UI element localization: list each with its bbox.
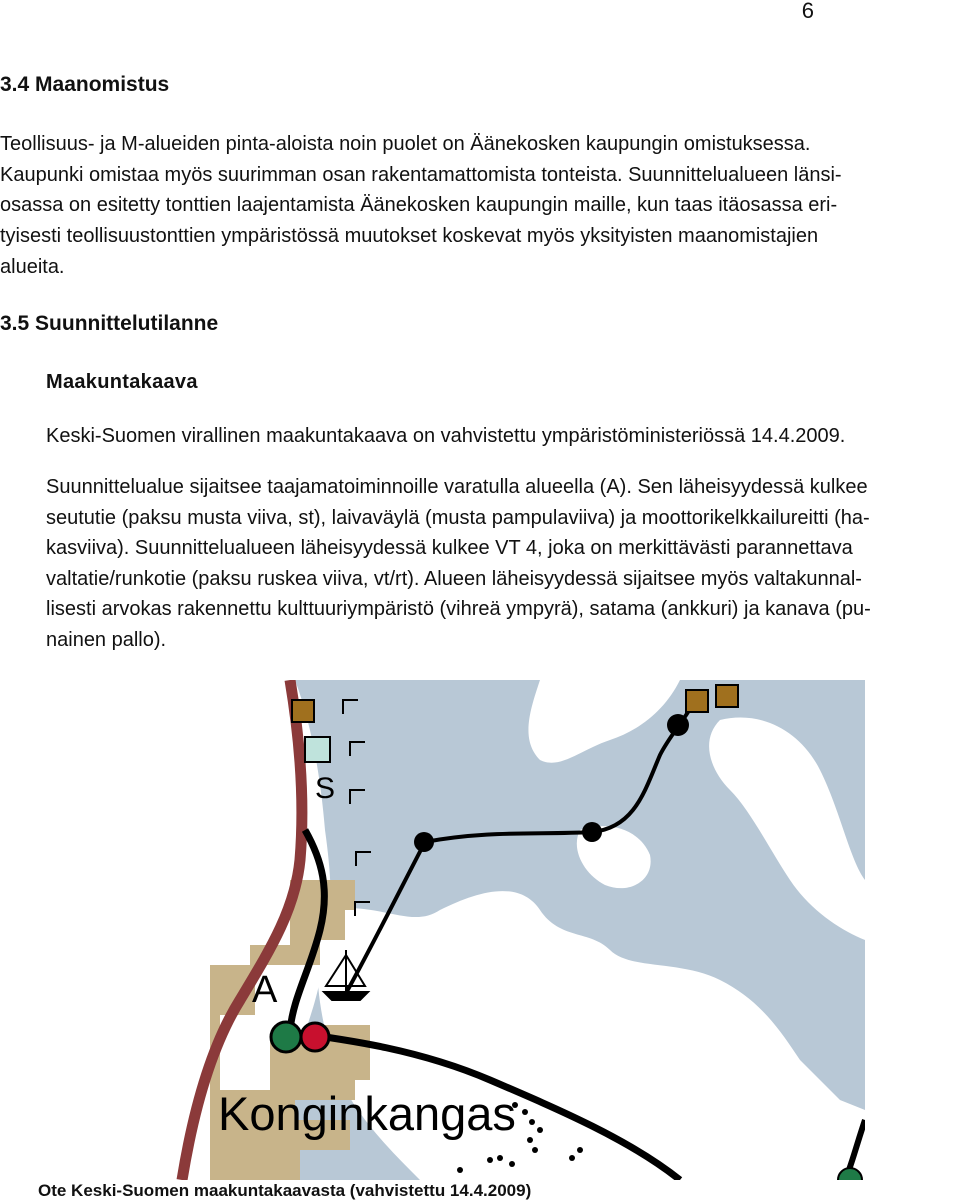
text-line: Suunnittelualue sijaitsee taajamatoiminnoille varatulla alueella (A). Sen läheisyydessä kulkee [46,476,868,498]
small-square-light [305,737,330,762]
canal-ball [301,1023,329,1051]
map-label-a: A [252,969,278,1011]
section-heading-suunnittelutilanne: 3.5 Suunnittelutilanne [0,312,219,335]
text-line: nainen pallo). [46,628,167,651]
small-square [686,690,708,712]
text-line: tyisesti teollisuustonttien ympäristössä muutokset koskevat myös yksityisten maanomistajien [0,225,819,248]
regional-plan-map [160,680,865,1180]
text-line: valtatie/runkotie (paksu ruskea viiva, vt/rt). Alueen läheisyydessä sijaitsee myös valtakunnal- [46,567,862,590]
subheading-maakuntakaava: Maakuntakaava [46,371,198,393]
section-heading-maanomistus: 3.4 Maanomistus [0,73,170,96]
map-label-konginkangas: Konginkangas [218,1087,516,1140]
lane-node [414,832,434,852]
map-caption: Ote Keski-Suomen maakuntakaavasta (vahvistettu 14.4.2009) [38,1181,532,1200]
text-line: kasviiva). Suunnittelualueen läheisyydessä kulkee VT 4, joka on merkittävästi parannettava [46,537,853,560]
text-line: Kaupunki omistaa myös suurimman osan rakentamattomista tonteista. Suunnittelualueen länsi- [0,163,842,186]
lane-node [667,714,689,736]
paragraph-vahvistus: Keski-Suomen virallinen maakuntakaava on vahvistettu ympäristöministeriössä 14.4.2009. [46,425,846,447]
text-line: alueita. [0,255,65,278]
text-line: Teollisuus- ja M-alueiden pinta-aloista noin puolet on Äänekosken kaupungin omistuksessa. [0,133,811,155]
text-line: lisesti arvokas rakennettu kulttuuriympäristö (vihreä ympyrä), satama (ankkuri) ja kanava (pu- [46,598,871,621]
lane-node [582,822,602,842]
map-label-s: S [315,772,336,805]
page-number: 6 [801,0,814,23]
paragraph-maanomistus [0,129,955,283]
text-line: seututie (paksu musta viiva, st), laivaväylä (musta pampulaviiva) ja moottorikelkkailureitti (ha- [46,506,870,529]
culture-environment-circle [271,1022,301,1052]
small-square [716,685,738,707]
paragraph-kaava-kuvaus [46,472,960,656]
text-line: osassa on esitetty tonttien laajentamista Äänekosken kaupungin maille, kun taas itäosassa eri- [0,194,838,217]
small-square [292,700,314,722]
